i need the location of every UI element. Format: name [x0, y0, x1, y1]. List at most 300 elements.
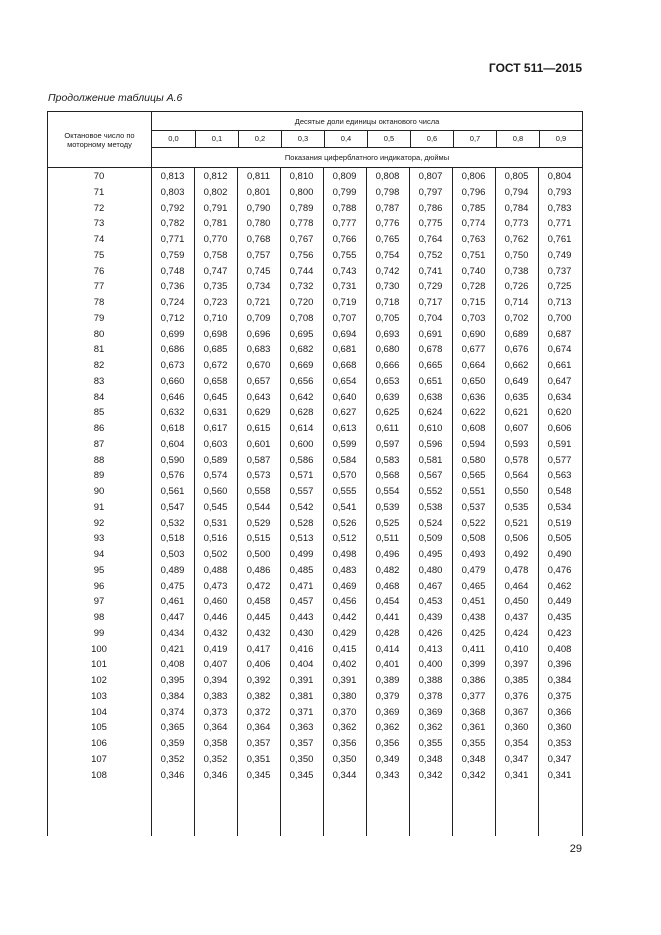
reading-cell: 0,734: [246, 281, 271, 293]
reading-cell: 0,548: [547, 486, 572, 497]
reading-cell: 0,720: [289, 297, 314, 308]
reading-cell: 0,771: [160, 234, 185, 245]
reading-cell: 0,408: [160, 659, 185, 671]
reading-cell: 0,689: [504, 328, 529, 340]
reading-cell: 0,555: [332, 486, 357, 497]
reading-cell: 0,480: [418, 564, 443, 576]
reading-cell: 0,443: [289, 612, 314, 623]
reading-cell: 0,593: [504, 438, 529, 450]
reading-cell: 0,713: [547, 297, 572, 308]
reading-cell: 0,471: [289, 580, 314, 592]
reading-cell: 0,686: [160, 344, 185, 356]
reading-cell: 0,741: [418, 265, 443, 277]
reading-cell: 0,677: [461, 344, 486, 356]
octane-number: 75: [93, 249, 105, 261]
reading-cell: 0,374: [160, 706, 185, 718]
reading-cell: 0,457: [289, 596, 314, 608]
reading-cell: 0,776: [375, 218, 400, 230]
octane-number: 83: [93, 375, 105, 387]
reading-cell: 0,367: [504, 706, 529, 718]
reading-cell: 0,788: [332, 202, 357, 214]
reading-cell: 0,413: [418, 643, 443, 655]
reading-cell: 0,439: [418, 612, 443, 623]
reading-cell: 0,344: [332, 769, 357, 781]
reading-cell: 0,547: [160, 501, 185, 513]
reading-cell: 0,574: [203, 470, 228, 482]
reading-cell: 0,682: [289, 344, 314, 356]
reading-cell: 0,724: [160, 297, 185, 308]
reading-cell: 0,778: [289, 218, 314, 230]
reading-cell: 0,479: [461, 564, 486, 576]
reading-cell: 0,668: [332, 360, 357, 371]
reading-cell: 0,438: [461, 612, 486, 623]
reading-cell: 0,581: [418, 454, 443, 466]
reading-cell: 0,341: [547, 769, 572, 781]
reading-cell: 0,384: [160, 690, 185, 702]
reading-cell: 0,610: [418, 423, 443, 434]
reading-cell: 0,649: [504, 375, 529, 387]
reading-cell: 0,541: [332, 501, 357, 513]
digit-header: 0,6: [410, 130, 453, 148]
reading-cell: 0,674: [547, 344, 572, 356]
reading-cell: 0,445: [246, 612, 271, 623]
reading-cell: 0,407: [203, 659, 228, 671]
reading-cell: 0,664: [461, 360, 486, 371]
reading-cell: 0,730: [375, 281, 400, 293]
reading-cell: 0,373: [203, 706, 228, 718]
reading-cell: 0,789: [289, 202, 314, 214]
reading-cell: 0,708: [289, 312, 314, 324]
reading-cell: 0,601: [246, 438, 271, 450]
reading-cell: 0,384: [547, 675, 572, 686]
reading-cell: 0,591: [547, 438, 572, 450]
reading-cell: 0,678: [418, 344, 443, 356]
reading-cell: 0,787: [375, 202, 400, 214]
reading-cell: 0,790: [246, 202, 271, 214]
reading-cell: 0,629: [246, 407, 271, 419]
reading-cell: 0,380: [332, 690, 357, 702]
reading-cell: 0,767: [289, 234, 314, 245]
octane-number: 78: [93, 297, 105, 308]
octane-number: 89: [93, 470, 105, 482]
reading-cell: 0,416: [289, 643, 314, 655]
reading-cell: 0,791: [203, 202, 228, 214]
reading-cell: 0,414: [375, 643, 400, 655]
reading-cell: 0,356: [332, 738, 357, 749]
reading-cell: 0,492: [504, 549, 529, 560]
reading-cell: 0,764: [418, 234, 443, 245]
octane-number: 95: [93, 564, 105, 576]
reading-cell: 0,570: [332, 470, 357, 482]
octane-number: 72: [93, 202, 105, 214]
reading-cell: 0,721: [246, 297, 271, 308]
reading-cell: 0,532: [160, 517, 185, 529]
reading-cell: 0,642: [289, 391, 314, 403]
reading-cell: 0,360: [547, 722, 572, 734]
reading-cell: 0,613: [332, 423, 357, 434]
octane-number: 92: [93, 517, 105, 529]
reading-cell: 0,646: [160, 391, 185, 403]
reading-cell: 0,758: [203, 249, 228, 261]
reading-cell: 0,603: [203, 438, 228, 450]
octane-number: 102: [91, 675, 107, 686]
reading-cell: 0,475: [160, 580, 185, 592]
octane-number: 98: [93, 612, 105, 623]
reading-cell: 0,369: [375, 706, 400, 718]
reading-cell: 0,745: [246, 265, 271, 277]
reading-cell: 0,499: [289, 549, 314, 560]
table-header: [47, 111, 583, 168]
reading-cell: 0,792: [160, 202, 185, 214]
reading-cell: 0,690: [461, 328, 486, 340]
octane-number: 76: [93, 265, 105, 277]
reading-cell: 0,669: [289, 360, 314, 371]
reading-cell: 0,388: [418, 675, 443, 686]
reading-cell: 0,793: [547, 186, 572, 198]
reading-cell: 0,378: [418, 690, 443, 702]
reading-cell: 0,432: [246, 627, 271, 639]
reading-cell: 0,355: [418, 738, 443, 749]
reading-cell: 0,396: [547, 659, 572, 671]
reading-cell: 0,775: [418, 218, 443, 230]
reading-cell: 0,687: [547, 328, 572, 340]
reading-cell: 0,759: [160, 249, 185, 261]
reading-cell: 0,429: [332, 627, 357, 639]
reading-cell: 0,357: [289, 738, 314, 749]
reading-cell: 0,631: [203, 407, 228, 419]
reading-cell: 0,810: [289, 171, 314, 182]
reading-cell: 0,397: [504, 659, 529, 671]
reading-cell: 0,710: [203, 312, 228, 324]
digit-header: 0,2: [238, 130, 281, 148]
reading-cell: 0,742: [375, 265, 400, 277]
reading-cell: 0,645: [203, 391, 228, 403]
reading-cell: 0,747: [203, 265, 228, 277]
reading-cell: 0,362: [418, 722, 443, 734]
reading-cell: 0,651: [418, 375, 443, 387]
reading-cell: 0,661: [547, 360, 572, 371]
reading-cell: 0,695: [289, 328, 314, 340]
reading-cell: 0,782: [160, 218, 185, 230]
reading-cell: 0,614: [289, 423, 314, 434]
reading-cell: 0,489: [160, 564, 185, 576]
reading-cell: 0,757: [246, 249, 271, 261]
reading-cell: 0,500: [246, 549, 271, 560]
reading-cell: 0,726: [504, 281, 529, 293]
reading-cell: 0,383: [203, 690, 228, 702]
reading-cell: 0,361: [461, 722, 486, 734]
reading-cell: 0,680: [375, 344, 400, 356]
reading-cell: 0,811: [246, 171, 271, 182]
reading-cell: 0,670: [246, 360, 271, 371]
reading-cell: 0,358: [203, 738, 228, 749]
reading-cell: 0,621: [504, 407, 529, 419]
reading-cell: 0,446: [203, 612, 228, 623]
reading-cell: 0,356: [375, 738, 400, 749]
reading-cell: 0,529: [246, 517, 271, 529]
reading-cell: 0,756: [289, 249, 314, 261]
octane-number: 106: [91, 738, 107, 749]
reading-cell: 0,488: [203, 564, 228, 576]
reading-cell: 0,754: [375, 249, 400, 261]
reading-cell: 0,454: [375, 596, 400, 608]
reading-cell: 0,381: [289, 690, 314, 702]
reading-cell: 0,583: [375, 454, 400, 466]
reading-cell: 0,417: [246, 643, 271, 655]
reading-cell: 0,809: [332, 171, 357, 182]
reading-cell: 0,395: [160, 675, 185, 686]
reading-cell: 0,813: [160, 171, 185, 182]
reading-cell: 0,368: [461, 706, 486, 718]
reading-cell: 0,513: [289, 533, 314, 545]
readings-header: Показания циферблатного индикатора, дюймы: [284, 153, 450, 162]
reading-cell: 0,634: [547, 391, 572, 403]
reading-cell: 0,385: [504, 675, 529, 686]
table-body: [47, 168, 583, 836]
reading-cell: 0,735: [203, 281, 228, 293]
reading-cell: 0,560: [203, 486, 228, 497]
reading-cell: 0,404: [289, 659, 314, 671]
reading-cell: 0,348: [418, 753, 443, 765]
reading-cell: 0,401: [375, 659, 400, 671]
reading-cell: 0,636: [461, 391, 486, 403]
reading-cell: 0,797: [418, 186, 443, 198]
reading-cell: 0,647: [547, 375, 572, 387]
octane-number: 96: [93, 580, 105, 592]
page-number: 29: [569, 843, 582, 855]
reading-cell: 0,676: [504, 344, 529, 356]
reading-cell: 0,435: [547, 612, 572, 623]
reading-cell: 0,505: [547, 533, 572, 545]
reading-cell: 0,709: [246, 312, 271, 324]
reading-cell: 0,483: [332, 564, 357, 576]
reading-cell: 0,625: [375, 407, 400, 419]
reading-cell: 0,391: [332, 675, 357, 686]
reading-cell: 0,419: [203, 643, 228, 655]
reading-cell: 0,600: [289, 438, 314, 450]
reading-cell: 0,362: [332, 722, 357, 734]
reading-cell: 0,537: [461, 501, 486, 513]
reading-cell: 0,685: [203, 344, 228, 356]
reading-cell: 0,342: [461, 769, 486, 781]
octane-number: 71: [93, 186, 105, 198]
reading-cell: 0,723: [203, 297, 228, 308]
reading-cell: 0,351: [246, 753, 271, 765]
reading-cell: 0,406: [246, 659, 271, 671]
reading-cell: 0,725: [547, 281, 572, 293]
reading-cell: 0,352: [203, 753, 228, 765]
reading-cell: 0,731: [332, 281, 357, 293]
reading-cell: 0,587: [246, 454, 271, 466]
reading-cell: 0,563: [547, 470, 572, 482]
reading-cell: 0,545: [203, 501, 228, 513]
reading-cell: 0,654: [332, 375, 357, 387]
reading-cell: 0,370: [332, 706, 357, 718]
reading-cell: 0,599: [332, 438, 357, 450]
reading-cell: 0,472: [246, 580, 271, 592]
reading-cell: 0,365: [160, 722, 185, 734]
reading-cell: 0,461: [160, 596, 185, 608]
reading-cell: 0,571: [289, 470, 314, 482]
digit-header: 0,3: [281, 130, 324, 148]
reading-cell: 0,565: [461, 470, 486, 482]
reading-cell: 0,804: [547, 171, 572, 182]
reading-cell: 0,379: [375, 690, 400, 702]
octane-number: 100: [91, 643, 107, 655]
reading-cell: 0,364: [203, 722, 228, 734]
reading-cell: 0,589: [203, 454, 228, 466]
reading-cell: 0,442: [332, 612, 357, 623]
reading-cell: 0,357: [246, 738, 271, 749]
reading-cell: 0,558: [246, 486, 271, 497]
reading-cell: 0,714: [504, 297, 529, 308]
reading-cell: 0,744: [289, 265, 314, 277]
reading-cell: 0,343: [375, 769, 400, 781]
reading-cell: 0,803: [160, 186, 185, 198]
reading-cell: 0,596: [418, 438, 443, 450]
octane-number: 99: [93, 627, 105, 639]
reading-cell: 0,580: [461, 454, 486, 466]
reading-cell: 0,498: [332, 549, 357, 560]
octane-number: 85: [93, 407, 105, 419]
reading-cell: 0,718: [375, 297, 400, 308]
reading-cell: 0,662: [504, 360, 529, 371]
reading-cell: 0,590: [160, 454, 185, 466]
reading-cell: 0,503: [160, 549, 185, 560]
reading-cell: 0,342: [418, 769, 443, 781]
reading-cell: 0,712: [160, 312, 185, 324]
reading-cell: 0,643: [246, 391, 271, 403]
reading-cell: 0,350: [332, 753, 357, 765]
reading-cell: 0,426: [418, 627, 443, 639]
reading-cell: 0,691: [418, 328, 443, 340]
octane-number: 101: [91, 659, 107, 671]
reading-cell: 0,715: [461, 297, 486, 308]
reading-cell: 0,770: [203, 234, 228, 245]
reading-cell: 0,732: [289, 281, 314, 293]
reading-cell: 0,554: [375, 486, 400, 497]
reading-cell: 0,653: [375, 375, 400, 387]
octane-number: 91: [93, 501, 105, 513]
reading-cell: 0,363: [289, 722, 314, 734]
reading-cell: 0,349: [375, 753, 400, 765]
reading-cell: 0,627: [332, 407, 357, 419]
reading-cell: 0,665: [418, 360, 443, 371]
reading-cell: 0,557: [289, 486, 314, 497]
reading-cell: 0,460: [203, 596, 228, 608]
reading-cell: 0,371: [289, 706, 314, 718]
reading-cell: 0,608: [461, 423, 486, 434]
digit-header: 0,5: [367, 130, 410, 148]
reading-cell: 0,752: [418, 249, 443, 261]
reading-cell: 0,493: [461, 549, 486, 560]
reading-cell: 0,345: [289, 769, 314, 781]
reading-cell: 0,394: [203, 675, 228, 686]
reading-cell: 0,425: [461, 627, 486, 639]
reading-cell: 0,777: [332, 218, 357, 230]
reading-cell: 0,640: [332, 391, 357, 403]
reading-cell: 0,632: [160, 407, 185, 419]
reading-cell: 0,620: [547, 407, 572, 419]
reading-cell: 0,798: [375, 186, 400, 198]
reading-cell: 0,762: [504, 234, 529, 245]
reading-cell: 0,702: [504, 312, 529, 324]
reading-cell: 0,698: [203, 328, 228, 340]
reading-cell: 0,535: [504, 501, 529, 513]
reading-cell: 0,728: [461, 281, 486, 293]
reading-cell: 0,521: [504, 517, 529, 529]
reading-cell: 0,359: [160, 738, 185, 749]
octane-number: 86: [93, 423, 105, 434]
reading-cell: 0,638: [418, 391, 443, 403]
octane-number: 70: [93, 171, 105, 182]
reading-cell: 0,657: [246, 375, 271, 387]
digit-header: 0,0: [152, 130, 195, 148]
octane-number: 108: [91, 769, 107, 781]
reading-cell: 0,786: [418, 202, 443, 214]
reading-cell: 0,624: [418, 407, 443, 419]
reading-cell: 0,369: [418, 706, 443, 718]
reading-cell: 0,639: [375, 391, 400, 403]
reading-cell: 0,450: [504, 596, 529, 608]
reading-cell: 0,392: [246, 675, 271, 686]
reading-cell: 0,774: [461, 218, 486, 230]
octane-number: 94: [93, 549, 105, 560]
reading-cell: 0,800: [289, 186, 314, 198]
reading-cell: 0,628: [289, 407, 314, 419]
reading-cell: 0,700: [547, 312, 572, 324]
reading-cell: 0,750: [504, 249, 529, 261]
reading-cell: 0,672: [203, 360, 228, 371]
reading-cell: 0,453: [418, 596, 443, 608]
reading-cell: 0,502: [203, 549, 228, 560]
reading-cell: 0,801: [246, 186, 271, 198]
reading-cell: 0,693: [375, 328, 400, 340]
standard-number: ГОСТ 511—2015: [488, 61, 582, 75]
reading-cell: 0,707: [332, 312, 357, 324]
reading-cell: 0,544: [246, 501, 271, 513]
reading-cell: 0,462: [547, 580, 572, 592]
reading-cell: 0,617: [203, 423, 228, 434]
reading-cell: 0,478: [504, 564, 529, 576]
reading-cell: 0,784: [504, 202, 529, 214]
reading-cell: 0,656: [289, 375, 314, 387]
octane-number: 105: [91, 722, 107, 734]
reading-cell: 0,768: [246, 234, 271, 245]
reading-cell: 0,421: [160, 643, 185, 655]
reading-cell: 0,748: [160, 265, 185, 277]
reading-cell: 0,348: [461, 753, 486, 765]
reading-cell: 0,749: [547, 249, 572, 261]
reading-cell: 0,805: [504, 171, 529, 182]
reading-cell: 0,350: [289, 753, 314, 765]
reading-cell: 0,719: [332, 297, 357, 308]
reading-cell: 0,781: [203, 218, 228, 230]
reading-cell: 0,415: [332, 643, 357, 655]
reading-cell: 0,694: [332, 328, 357, 340]
reading-cell: 0,765: [375, 234, 400, 245]
reading-cell: 0,552: [418, 486, 443, 497]
reading-cell: 0,807: [418, 171, 443, 182]
reading-cell: 0,347: [547, 753, 572, 765]
reading-cell: 0,386: [461, 675, 486, 686]
reading-cell: 0,430: [289, 627, 314, 639]
column-divider: [582, 168, 583, 836]
reading-cell: 0,399: [461, 659, 486, 671]
reading-cell: 0,465: [461, 580, 486, 592]
reading-cell: 0,650: [461, 375, 486, 387]
reading-cell: 0,432: [203, 627, 228, 639]
